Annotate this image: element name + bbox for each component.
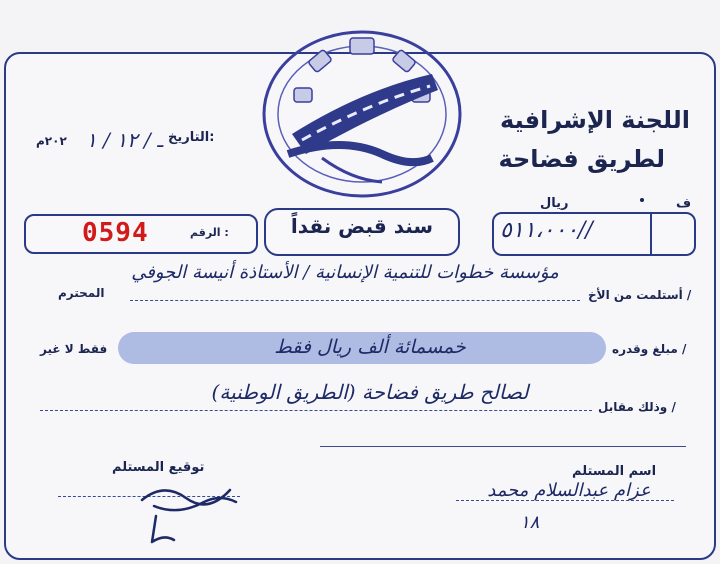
date-label: التاريخ:: [168, 130, 215, 145]
organization-title: اللجنة الإشرافية: [500, 106, 690, 134]
honorific-label: المحترم: [58, 286, 105, 300]
receipt-number: 0594: [82, 218, 149, 248]
currency-fils-label: ف: [676, 196, 692, 211]
separator-dot: [640, 198, 644, 202]
date-year: ٢٠٢م: [36, 134, 67, 148]
date-handwritten: ـ / ١٢ / ١: [86, 128, 163, 152]
purpose-line: [40, 410, 592, 411]
receiver-signature-label: توقيع المستلم: [112, 460, 205, 475]
only-label: فقط لا غير: [40, 342, 108, 356]
gear-road-logo: [262, 30, 462, 198]
purpose-extra-line: [320, 446, 686, 447]
receiver-signature: [134, 476, 244, 548]
amount-label: مبلغ وقدره /: [612, 342, 687, 356]
purpose-label: وذلك مقابل /: [598, 400, 676, 414]
organization-subtitle: لطريق فضاحة: [498, 145, 665, 173]
amount-numeric-handwritten: ٥١١،٠٠٠//: [500, 218, 593, 243]
amount-box-divider: [650, 212, 652, 256]
purpose-handwritten: لصالح طريق فضاحة (الطريق الوطنية): [211, 380, 529, 404]
received-from-handwritten: مؤسسة خطوات للتنمية الإنسانية / الأستاذة أنيسة الجوفي: [131, 262, 559, 283]
number-label: الرقم :: [190, 226, 229, 239]
receiver-name-label: اسم المستلم: [572, 464, 657, 479]
received-from-label: أستلمت من الأخ /: [588, 288, 692, 302]
receiver-name-handwritten-2: ١٨: [520, 512, 540, 533]
doc-title: سند قبض نقداً: [290, 214, 434, 238]
received-from-line: [130, 300, 580, 301]
receiver-name-handwritten: عزام عبدالسلام محمد: [487, 480, 651, 501]
amount-words-handwritten: خمسمائة ألف ريال فقط: [274, 336, 466, 358]
currency-rial-label: ريال: [540, 196, 569, 211]
